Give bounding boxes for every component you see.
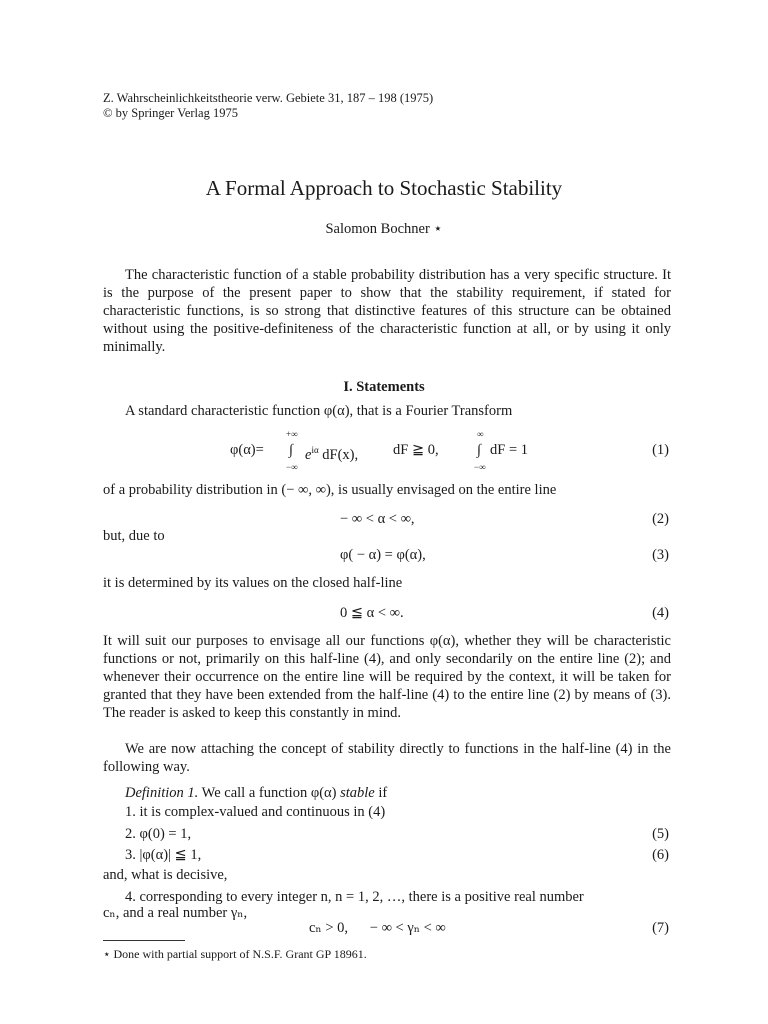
definition-item-4: 4. corresponding to every integer n, n = 1, 2, …, there is a positive real number — [125, 889, 584, 905]
eq1-integral-lower: −∞ — [286, 462, 298, 472]
text-line: but, due to — [103, 528, 165, 544]
eq1-integral-upper: +∞ — [286, 429, 298, 439]
eq5-number: (5) — [652, 826, 669, 842]
equation-7: cₙ > 0, − ∞ < γₙ < ∞ — [309, 920, 446, 936]
definition-item-1: 1. it is complex-valued and continuous in (4) — [125, 804, 386, 820]
footnote-rule — [103, 940, 185, 941]
eq1-integral2-upper: ∞ — [477, 429, 484, 439]
eq7-number: (7) — [652, 920, 669, 936]
definition-item-4-cont: cₙ, and a real number γₙ, — [103, 905, 248, 921]
eq1-integral2-lower: −∞ — [474, 462, 486, 472]
text-line: of a probability distribution in (− ∞, ∞), is usually envisaged on the entire line — [103, 482, 557, 498]
definition-text-end: if — [374, 785, 388, 801]
section-intro: A standard characteristic function φ(α), that is a Fourier Transform — [125, 403, 513, 419]
definition-term: stable — [340, 785, 375, 801]
eq3-number: (3) — [652, 547, 669, 563]
author-name: Salomon Bochner ⋆ — [325, 221, 443, 237]
paper-title: A Formal Approach to Stochastic Stability — [205, 176, 563, 200]
equation-1 — [0, 428, 768, 474]
equation-4: 0 ≦ α < ∞. — [340, 605, 404, 621]
eq1-integral-sign: ∫ — [289, 442, 293, 458]
eq1-lhs: φ(α)= — [230, 442, 264, 458]
eq6-number: (6) — [652, 847, 669, 863]
eq1-normalization: dF = 1 — [490, 442, 528, 458]
text-line: and, what is decisive, — [103, 867, 228, 883]
eq1-base: e — [305, 446, 312, 463]
definition-item-2: 2. φ(0) = 1, — [125, 826, 192, 842]
eq4-number: (4) — [652, 605, 669, 621]
definition-text: We call a function φ(α) — [198, 785, 341, 801]
eq1-differential: dF(x), — [318, 446, 359, 463]
journal-citation: Z. Wahrscheinlichkeitstheorie verw. Gebiete 31, 187 – 198 (1975) — [103, 91, 434, 105]
copyright-line: © by Springer Verlag 1975 — [103, 106, 238, 120]
paragraph: It will suit our purposes to envisage all our functions φ(α), whether they will be characteristic functions or not, primarily on this half-line (4), and only secondarily on the entire line (2); and whenever their occurrence on the entire line will be required by the context, it will be taken for granted that they have been extended from the half-line (4) to the entire line (2) by means of (3). The reader is asked to keep this constantly in mind. — [103, 633, 671, 721]
section-heading: I. Statements — [343, 379, 425, 395]
abstract: The characteristic function of a stable probability distribution has a very specific structure. It is the purpose of the present paper to show that the stability requirement, if stated for characteristic functions, is so strong that distinctive features of this structure can be obtained without using the positive-definiteness of the characteristic function at all, or by using it only minimally. — [103, 267, 671, 355]
equation-2: − ∞ < α < ∞, — [340, 511, 415, 527]
definition-1 — [103, 784, 671, 802]
equation-3: φ( − α) = φ(α), — [340, 547, 426, 563]
text-line: it is determined by its values on the closed half-line — [103, 575, 403, 591]
eq1-condition: dF ≧ 0, — [393, 442, 439, 458]
eq1-number: (1) — [652, 442, 669, 458]
definition-item-3: 3. |φ(α)| ≦ 1, — [125, 847, 202, 863]
eq1-integral2-sign: ∫ — [477, 442, 481, 458]
paragraph: We are now attaching the concept of stability directly to functions in the half-line (4) in the following way. — [103, 741, 671, 775]
definition-label: Definition 1. — [125, 785, 199, 801]
eq1-exponent: iα — [311, 445, 319, 455]
eq2-number: (2) — [652, 511, 669, 527]
eq1-integrand — [305, 441, 358, 464]
footnote: ⋆ Done with partial support of N.S.F. Grant GP 18961. — [103, 947, 367, 961]
